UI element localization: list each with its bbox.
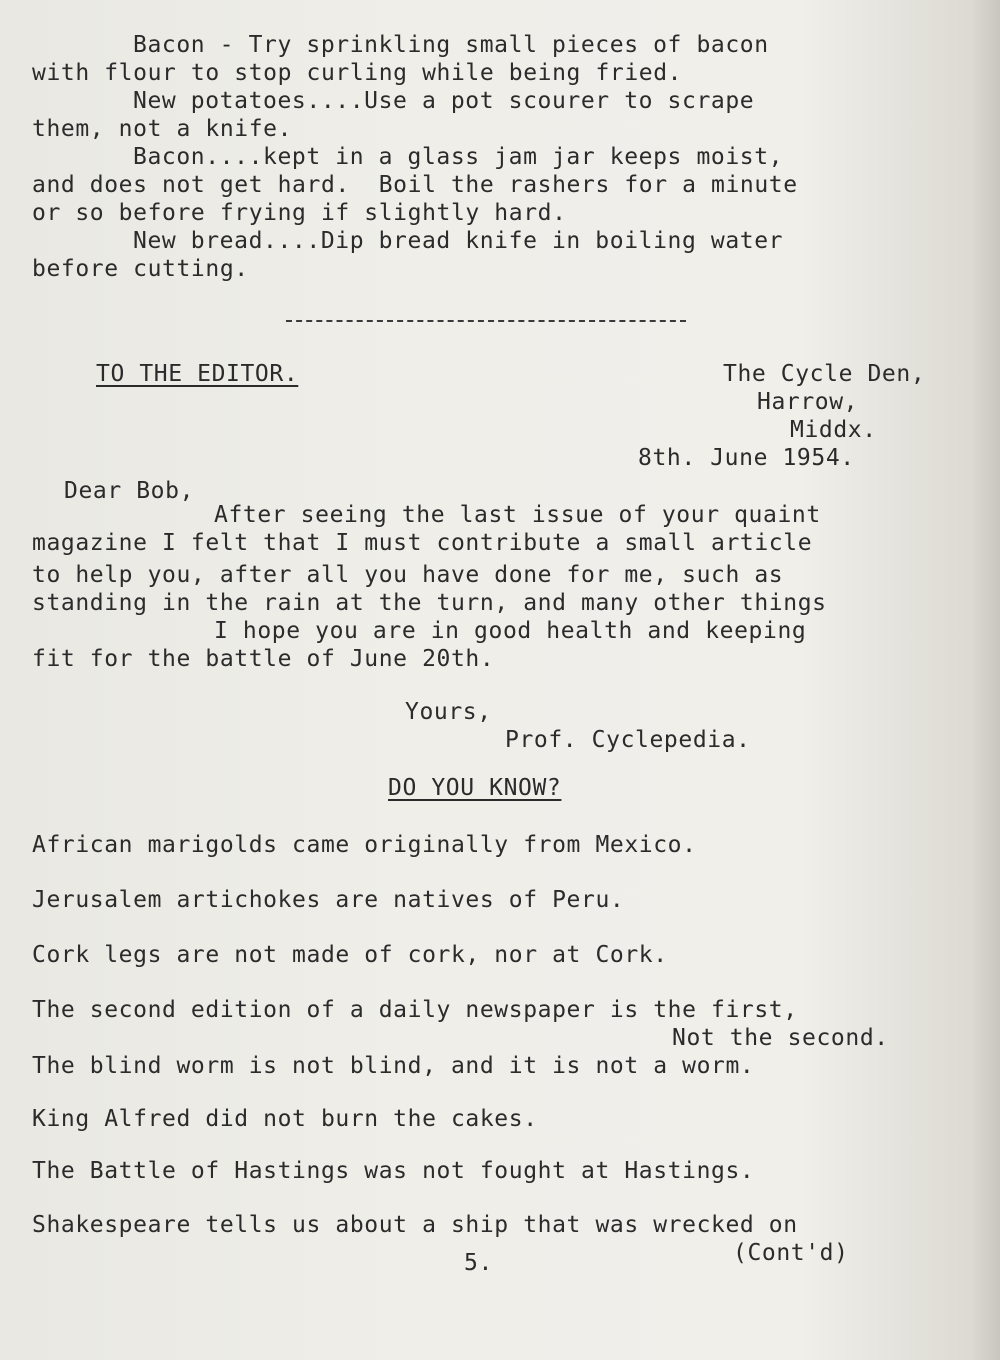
tip-line: Bacon....kept in a glass jam jar keeps moist, [133,144,784,170]
fact-item: Jerusalem artichokes are natives of Peru. [32,887,625,913]
tip-line: Bacon - Try sprinkling small pieces of bacon [133,32,769,58]
letter-heading: TO THE EDITOR. [96,361,299,387]
page-number: 5. [464,1250,493,1276]
tip-line: them, not a knife. [32,116,293,142]
fact-item: King Alfred did not burn the cakes. [32,1106,538,1132]
letter-body-line: magazine I felt that I must contribute a small article [32,530,813,556]
tip-line: and does not get hard. Boil the rashers for a minute [32,172,798,198]
tip-line: with flour to stop curling while being fried. [32,60,683,86]
fact-item: The blind worm is not blind, and it is not a worm. [32,1053,755,1079]
dashed-divider [286,320,686,322]
tip-line: New bread....Dip bread knife in boiling water [133,228,784,254]
fact-item: Cork legs are not made of cork, nor at Cork. [32,942,668,968]
address-line: Harrow, [757,389,859,415]
letter-body-line: I hope you are in good health and keeping [214,618,807,644]
continued-note: (Cont'd) [733,1240,849,1266]
tip-line: before cutting. [32,256,249,282]
fact-item-continuation: Not the second. [672,1025,889,1051]
letter-salutation: Dear Bob, [64,478,195,504]
letter-closing: Yours, [405,699,492,725]
letter-body-line: fit for the battle of June 20th. [32,646,495,672]
tip-line: or so before frying if slightly hard. [32,200,567,226]
letter-signature: Prof. Cyclepedia. [505,727,751,753]
address-line: The Cycle Den, [723,361,926,387]
letter-body-line: After seeing the last issue of your quaint [214,502,821,528]
letter-body-line: standing in the rain at the turn, and many other things [32,590,827,616]
fact-item: African marigolds came originally from Mexico. [32,832,697,858]
tip-line: New potatoes....Use a pot scourer to scrape [133,88,755,114]
address-line: Middx. [790,417,877,443]
fact-item: Shakespeare tells us about a ship that was wrecked on [32,1212,798,1238]
letter-body-line: to help you, after all you have done for me, such as [32,562,784,588]
facts-heading: DO YOU KNOW? [388,775,562,801]
letter-date: 8th. June 1954. [638,445,855,471]
fact-item: The second edition of a daily newspaper is the first, [32,997,798,1023]
fact-item: The Battle of Hastings was not fought at Hastings. [32,1158,755,1184]
